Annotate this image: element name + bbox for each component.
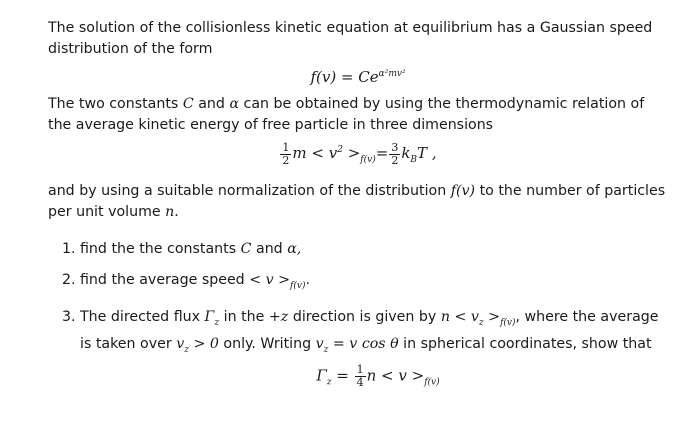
task3-f: in spherical coordinates, show that — [403, 335, 652, 352]
task2-period: . — [305, 272, 310, 288]
task1-C: C — [240, 241, 252, 257]
flux-gamma-sub: z — [326, 377, 332, 388]
task-item-3 — [48, 307, 668, 361]
task-item-1 — [48, 239, 668, 260]
half-num: 1 — [282, 140, 290, 154]
task3-flux-sub: z — [478, 317, 484, 328]
intro-text: The solution of the collisionless kinetic equation at equilibrium has a Gaussian speed distribution of the form — [48, 20, 653, 57]
t3a: and by using a suitable normalization of the distribution — [48, 183, 447, 199]
eq2-k: k — [401, 144, 411, 162]
task-number: 2. — [62, 272, 76, 288]
task3-v5: v — [315, 335, 324, 352]
three-num: 3 — [391, 140, 399, 154]
eq1-exponent: α²mv² — [378, 69, 406, 79]
task-number: 3. — [62, 308, 76, 325]
task3-d: , where the average is taken over — [80, 308, 659, 352]
task2-sub: f(v) — [290, 280, 306, 291]
t3b: to the number of particles per unit volume — [48, 183, 666, 220]
eq2-T: T , — [417, 144, 437, 162]
task2-avg: < v > — [249, 272, 291, 288]
task-item-2 — [48, 270, 668, 297]
t2b: and — [198, 96, 225, 112]
task3-plusz: +z — [268, 308, 289, 325]
quarter-den: 4 — [356, 376, 364, 390]
task1-alpha: α, — [287, 241, 302, 257]
t3-n: n. — [165, 204, 179, 220]
frac-quarter — [355, 364, 366, 389]
eq2-rhs: > — [342, 144, 361, 162]
constants-paragraph — [48, 94, 668, 136]
task3-flux-sub2: f(v) — [500, 317, 516, 328]
eq2-sub: f(v) — [360, 155, 376, 165]
problem-text — [48, 18, 668, 394]
eq1-lhs: f(v) = Ce — [310, 68, 379, 86]
task-list — [48, 239, 668, 360]
task3-gamma-sub: z — [214, 317, 220, 328]
half-den: 2 — [282, 153, 290, 167]
eq2-B: B — [410, 155, 418, 165]
task3-vz-sub: z — [184, 344, 189, 355]
task3-vz: v — [176, 335, 185, 352]
frac-three-halves — [389, 142, 400, 167]
task3-gamma: Γ — [204, 308, 215, 325]
task3-flux-b: > — [483, 308, 501, 325]
eq2-equals: = — [375, 144, 389, 162]
normalization-paragraph — [48, 181, 668, 223]
t2c: can be obtained by using the thermodynamic relation of the average kinetic energy of free particle in three dimensions — [48, 96, 645, 133]
quarter-num: 1 — [356, 363, 364, 377]
task2-text: find the average speed — [80, 272, 245, 288]
eq2-sq: 2 — [337, 145, 343, 155]
task3-b: in the — [223, 308, 265, 325]
flux-gamma: Γ — [316, 366, 327, 385]
equation-kinetic-energy — [48, 140, 668, 171]
task1-text: find the the constants — [80, 241, 237, 257]
t2-alpha: α — [229, 96, 240, 112]
task3-v5-sub: z — [323, 344, 329, 355]
task3-c: direction is given by — [292, 308, 437, 325]
eq2-mid: m < v — [292, 144, 338, 162]
t3-f: f(v) — [450, 183, 476, 199]
flux-equals: = — [331, 366, 354, 385]
frac-half — [280, 142, 291, 167]
equation-distribution — [48, 64, 668, 88]
task3-vz-b: > 0 — [188, 335, 219, 352]
task3-e: only. Writing — [223, 335, 312, 352]
flux-rhs: n < v > — [366, 366, 425, 385]
task3-flux: n < v — [440, 308, 479, 325]
equation-flux — [88, 364, 668, 394]
t2a: The two constants — [48, 96, 179, 112]
task-number: 1. — [62, 241, 76, 257]
three-den: 2 — [391, 153, 399, 167]
t2-C: C — [182, 96, 194, 112]
intro-paragraph — [48, 18, 668, 60]
task3-v5-b: = v cos θ — [328, 335, 399, 352]
flux-rhs-sub: f(v) — [424, 377, 440, 388]
task3-a: The directed flux — [80, 308, 201, 325]
task1-and: and — [256, 241, 283, 257]
